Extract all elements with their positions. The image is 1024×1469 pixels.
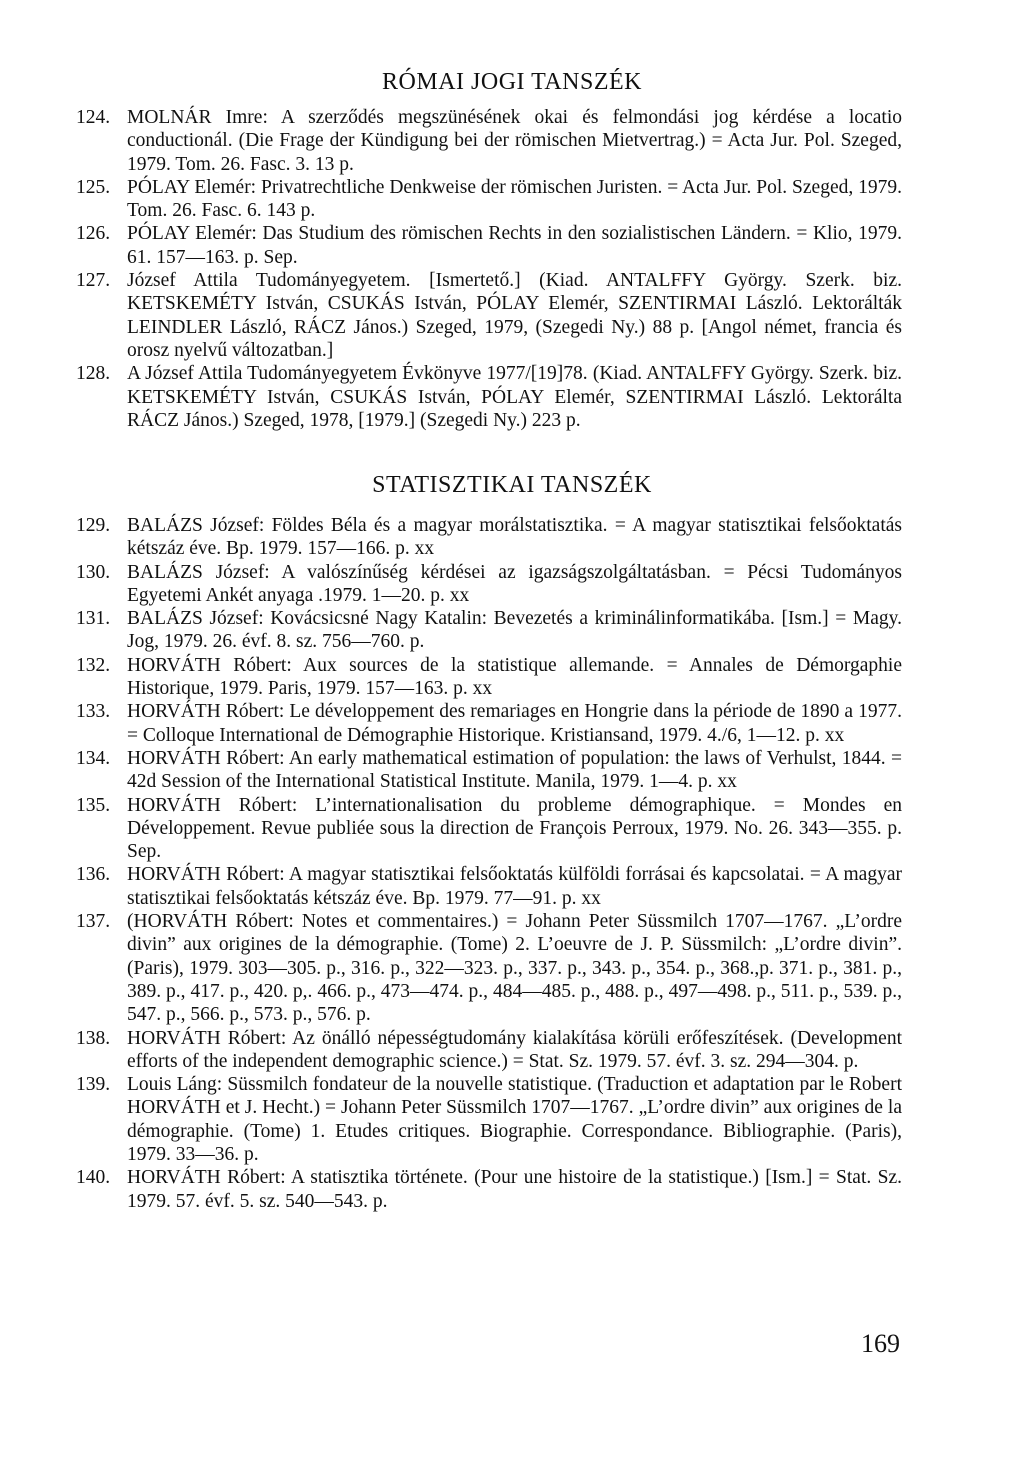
entry-number: 136.	[76, 864, 111, 886]
entry-text: HORVÁTH Róbert: Az önálló népességtudomány kialakítása körüli erőfeszítések. (Development efforts of the independent demographic science.) = Stat. Sz. 1979. 57. évf. 3. sz. 294—304. p.	[127, 1027, 902, 1072]
entry-text: HORVÁTH Róbert: L’internationalisation du probleme démographique. = Mondes en Développement. Revue publiée sous la direction de François Perroux, 1979. No. 26. 343—355. p. Sep.	[127, 794, 902, 863]
entry-number: 134.	[76, 747, 111, 769]
bibliography-entry	[76, 561, 902, 608]
entry-text: HORVÁTH Róbert: Le développement des remariages en Hongrie dans la période de 1890 a 1977. = Colloque International de Démographie Historique. Kristiansand, 1979. 4./6, 1—12. p. xx	[127, 701, 902, 746]
bibliography-entry	[76, 863, 902, 910]
bibliography-entry	[76, 514, 902, 561]
entry-number: 130.	[76, 561, 111, 583]
entry-number: 132.	[76, 654, 111, 676]
entry-text: Louis Láng: Süssmilch fondateur de la nouvelle statistique. (Traduction et adaptation par le Robert HORVÁTH et J. Hecht.) = Johann Peter Süssmilch 1707—1767. „L’ordre divin” aux origines de la démographie. (Tome) 1. Etudes critiques. Biographie. Correspondance. Bibliographie. (Paris), 1979. 33—36. p.	[127, 1074, 902, 1166]
entry-text: BALÁZS József: A valószínűség kérdései az igazságszolgáltatásban. = Pécsi Tudományos Egyetemi Ankét anyaga .1979. 1—20. p. xx	[127, 561, 902, 606]
bibliography-list-romai-jogi	[76, 106, 902, 432]
bibliography-entry	[76, 106, 902, 176]
bibliography-entry	[76, 794, 902, 864]
entry-number: 138.	[76, 1027, 111, 1049]
entry-text: A József Attila Tudományegyetem Évkönyve 1977/[19]78. (Kiad. ANTALFFY György. Szerk. biz. KETSKEMÉTY István, CSUKÁS István, PÓLAY Elemér, SZENTIRMAI László. Lektorálta RÁCZ János.) Szeged, 1978, [1979.] (Szegedi Ny.) 223 p.	[127, 363, 902, 431]
bibliography-entry	[76, 1027, 902, 1074]
entry-number: 140.	[76, 1167, 111, 1189]
entry-number: 137.	[76, 911, 111, 933]
entry-text: HORVÁTH Róbert: An early mathematical estimation of population: the laws of Verhulst, 1844. = 42d Session of the International Statistical Institute. Manila, 1979. 1—4. p. xx	[127, 747, 902, 793]
entry-text: BALÁZS József: Földes Béla és a magyar morálstatisztika. = A magyar statisztikai felsőoktatás kétszáz éve. Bp. 1979. 157—166. p. xx	[127, 515, 902, 560]
entry-number: 133.	[76, 701, 111, 723]
entry-text: MOLNÁR Imre: A szerződés megszünésének okai és felmondási jog kérdése a locatio conductionál. (Die Frage der Kündigung bei der römischen Mietvertrag.) = Acta Jur. Pol. Szeged, 1979. Tom. 26. Fasc. 3. 13 p.	[127, 107, 902, 175]
section-heading-romai-jogi: RÓMAI JOGI TANSZÉK	[382, 69, 642, 95]
entry-text: HORVÁTH Róbert: A statisztika története. (Pour une histoire de la statistique.) [Ism.] = Stat. Sz. 1979. 57. évf. 5. sz. 540—543. p.	[127, 1167, 902, 1212]
bibliography-entry	[76, 700, 902, 747]
entry-number: 127.	[76, 270, 111, 292]
entry-text: (HORVÁTH Róbert: Notes et commentaires.) = Johann Peter Süssmilch 1707—1767. „L’ordre divin” aux origines de la démographie. (Tome) 2. L’oeuvre de J. P. Süssmilch: „L’ordre divin”. (Paris), 1979. 303—305. p., 316. p., 322—323. p., 337. p., 343. p., 354. p., 368.,p. 371. p., 381. p., 389. p., 417. p., 420. p,. 466. p., 473—474. p., 484—485. p., 488. p., 497—498. p., 511. p., 539. p., 547. p., 566. p., 573. p., 576. p.	[127, 911, 902, 1026]
page-number: 169	[861, 1329, 900, 1358]
entry-text: HORVÁTH Róbert: A magyar statisztikai felsőoktatás külföldi forrásai és kapcsolatai. = A magyar statisztikai felsőoktatás kétszáz éve. Bp. 1979. 77—91. p. xx	[127, 864, 902, 909]
entry-number: 131.	[76, 608, 111, 630]
entry-number: 126.	[76, 223, 111, 245]
bibliography-entry	[76, 1073, 902, 1166]
bibliography-list-statisztikai	[76, 514, 902, 1213]
entry-text: PÓLAY Elemér: Privatrechtliche Denkweise der römischen Juristen. = Acta Jur. Pol. Szeged, 1979. Tom. 26. Fasc. 6. 143 p.	[127, 176, 902, 222]
bibliography-entry	[76, 654, 902, 701]
entry-number: 135.	[76, 794, 111, 816]
entry-text: József Attila Tudományegyetem. [Ismertető.] (Kiad. ANTALFFY György. Szerk. biz. KETSKEMÉTY István, CSUKÁS István, PÓLAY Elemér, SZENTIRMAI László. Lektorálták LEINDLER László, RÁCZ János.) Szeged, 1979, (Szegedi Ny.) 88 p. [Angol német, francia és orosz nyelvű változatban.]	[127, 270, 902, 361]
entry-number: 139.	[76, 1074, 111, 1096]
entry-text: BALÁZS József: Kovácsicsné Nagy Katalin: Bevezetés a kriminálinformatikába. [Ism.] = Magy. Jog, 1979. 26. évf. 8. sz. 756—760. p.	[127, 608, 902, 653]
bibliography-entry	[76, 1166, 902, 1213]
entry-number: 128.	[76, 363, 111, 385]
entry-text: PÓLAY Elemér: Das Studium des römischen Rechts in den sozialistischen Ländern. = Klio, 1979. 61. 157—163. p. Sep.	[127, 223, 902, 268]
bibliography-entry	[76, 269, 902, 362]
bibliography-entry	[76, 222, 902, 269]
section-heading-statisztikai: STATISZTIKAI TANSZÉK	[372, 472, 652, 498]
entry-number: 129.	[76, 515, 111, 536]
entry-number: 125.	[76, 176, 111, 198]
bibliography-entry	[76, 607, 902, 654]
entry-number: 124.	[76, 107, 111, 128]
bibliography-entry	[76, 362, 902, 432]
bibliography-entry	[76, 747, 902, 794]
entry-text: HORVÁTH Róbert: Aux sources de la statistique allemande. = Annales de Démorgaphie Historique, 1979. Paris, 1979. 157—163. p. xx	[127, 654, 902, 700]
bibliography-entry	[76, 910, 902, 1026]
bibliography-entry	[76, 176, 902, 223]
